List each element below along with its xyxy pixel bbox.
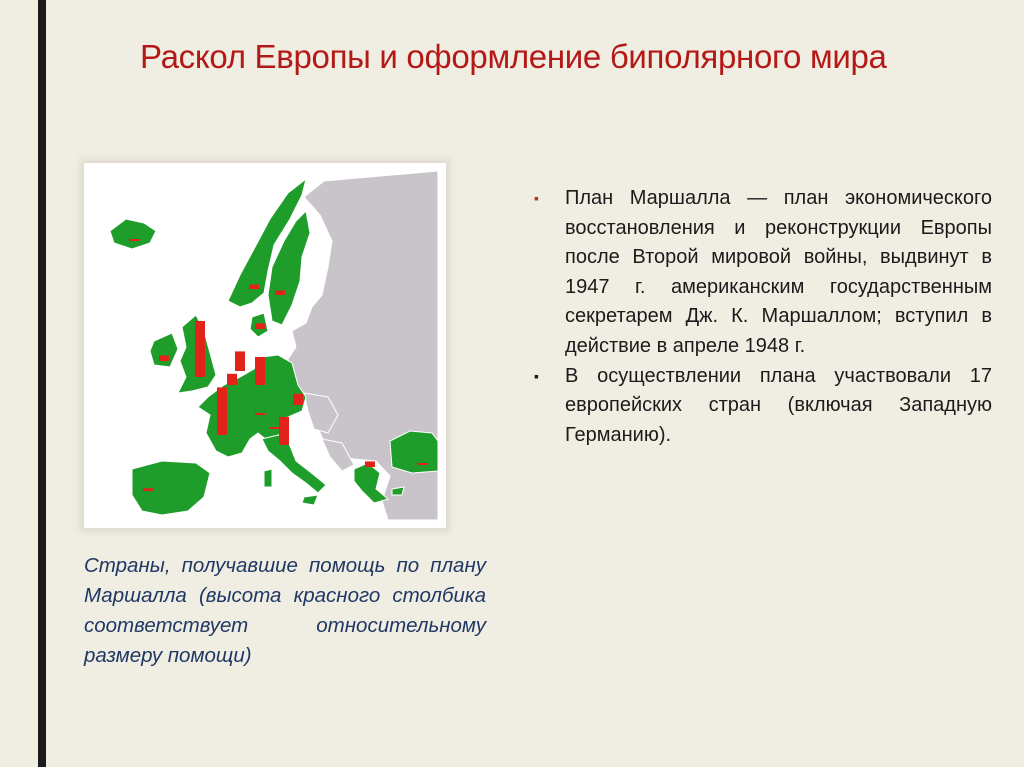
bullet-item-participants bbox=[534, 362, 992, 451]
aid-bar-switzerland bbox=[255, 413, 265, 415]
marshall-plan-map bbox=[84, 163, 446, 528]
bullet-item-marshall-plan bbox=[534, 184, 992, 362]
europe-map-svg bbox=[92, 171, 438, 520]
left-accent-bar bbox=[38, 0, 46, 767]
aid-bar-norway bbox=[249, 285, 259, 289]
sardinia bbox=[264, 469, 272, 487]
bullet-marker: ▪ bbox=[534, 190, 539, 206]
aegean-islands bbox=[392, 487, 404, 495]
bullet-text: План Маршалла — план экономического восстановления и реконструкции Европы после Второй мировой войны, выдвинут в 1947 г. американским государственным секретарем Дж. К. Маршаллом; вступил в действие в апреле 1948 г. bbox=[565, 187, 992, 357]
aid-bar-united-kingdom bbox=[195, 321, 205, 377]
aid-bar-west-germany bbox=[255, 357, 265, 385]
aid-bar-turkey bbox=[417, 463, 427, 465]
aid-bar-sweden bbox=[275, 291, 285, 295]
aid-bar-ireland bbox=[159, 355, 169, 361]
bullet-marker: ▪ bbox=[534, 367, 539, 384]
aid-bar-portugal bbox=[143, 488, 153, 491]
map-caption: Страны, получавшие помощь по плану Маршалла (высота красного столбика соответствует относительному размеру помощи) bbox=[84, 554, 486, 667]
aid-bar-denmark bbox=[255, 323, 265, 329]
aid-bar-austria bbox=[293, 394, 303, 405]
aid-bar-greece bbox=[365, 461, 375, 467]
aid-bar-iceland bbox=[129, 239, 139, 241]
aid-bar-belgium-luxembourg bbox=[227, 374, 237, 385]
turkey bbox=[390, 431, 438, 473]
slide-title: Раскол Европы и оформление биполярного мира bbox=[140, 38, 887, 75]
bullet-list bbox=[534, 184, 992, 450]
aid-bar-trieste bbox=[269, 427, 279, 429]
bullet-text: В осуществлении плана участвовали 17 европейских стран (включая Западную Германию). bbox=[565, 364, 992, 446]
aid-bar-netherlands bbox=[235, 351, 245, 371]
aid-bar-france bbox=[217, 387, 227, 435]
aid-bar-italy bbox=[279, 417, 289, 445]
